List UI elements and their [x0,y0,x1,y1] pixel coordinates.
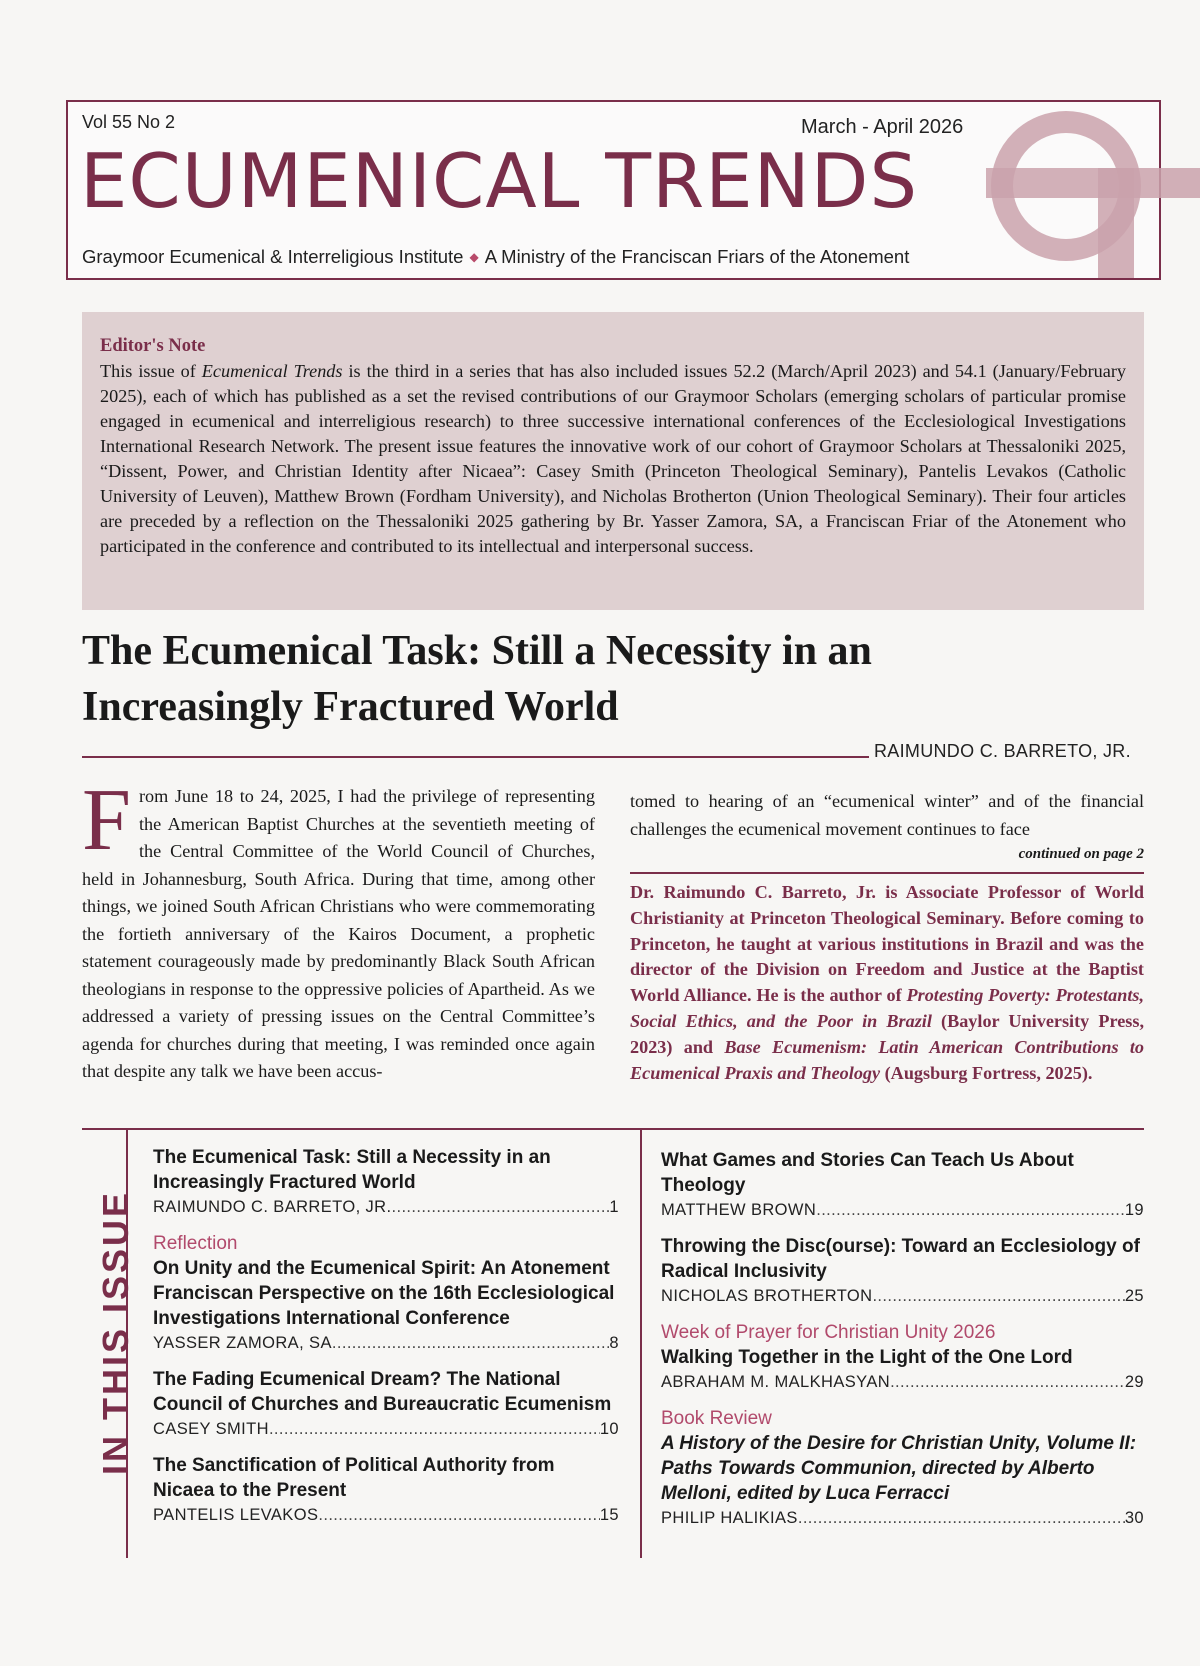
toc-entry [661,1320,1144,1394]
toc-entry [153,1231,619,1355]
toc-entry-author: PHILIP HALIKIAS [661,1509,798,1527]
editors-note-journal-name: Ecumenical Trends [201,361,343,381]
article-title-line-1: The Ecumenical Task: Still a Necessity in an [82,628,872,674]
toc-leader-dots [872,1284,1124,1308]
toc-entry [661,1406,1144,1530]
editors-note-text-1: This issue of [100,361,202,381]
toc-entry-title: Walking Together in the Light of the One Lord [661,1347,1073,1368]
toc-entry-author: YASSER ZAMORA, SA [153,1334,332,1352]
toc-entry-page: 19 [1124,1201,1144,1219]
toc-entry-author-line [661,1506,1144,1530]
toc-leader-dots [318,1503,599,1527]
toc-entry-author-line [661,1284,1144,1308]
drop-cap: F [82,772,131,869]
toc-leader-dots [798,1506,1125,1530]
toc-right-column [661,1148,1144,1542]
toc-entry-author-line [153,1417,619,1441]
toc-entry-title: A History of the Desire for Christian Unity, Volume II: Paths Towards Communion, directed by Alberto Melloni, edited by Luca Ferracci [661,1433,1137,1504]
toc-entry-author-line [661,1198,1144,1222]
toc-section-label: Reflection [153,1233,238,1254]
toc-entry-author-line [661,1370,1144,1394]
toc-column-rule [640,1128,642,1558]
toc-entry-author: NICHOLAS BROTHERTON [661,1287,873,1305]
toc-entry-title: The Sanctification of Political Authority from Nicaea to the Present [153,1455,555,1501]
issue-date: March - April 2026 [801,116,964,138]
toc-leader-dots [269,1417,600,1441]
toc-entry-author: CASEY SMITH [153,1420,269,1438]
atonement-cross-logo-icon [986,104,1200,279]
article-byline: RAIMUNDO C. BARRETO, JR. [874,741,1131,761]
publication-title: ECUMENICAL TRENDS [80,137,919,225]
toc-entry [661,1234,1144,1308]
toc-leader-dots [816,1198,1125,1222]
title-divider [82,756,869,758]
article-title-line-2: Increasingly Fractured World [82,684,619,730]
editors-note-body [100,359,1126,559]
toc-leader-dots [332,1331,610,1355]
editors-note-box [82,312,1144,610]
toc-entry-page: 10 [599,1420,619,1438]
toc-left-column [153,1145,619,1539]
article-column-1 [82,772,595,1086]
toc-entry-author: PANTELIS LEVAKOS [153,1506,319,1524]
diamond-separator-icon: ◆ [469,250,479,264]
toc-entry-page: 25 [1124,1287,1144,1305]
toc-entry-author: RAIMUNDO C. BARRETO, JR. [153,1198,392,1216]
toc-entry-page: 29 [1124,1373,1144,1391]
toc-entry-author-line [153,1331,619,1355]
toc-entry-page: 15 [599,1506,619,1524]
tagline-ministry: A Ministry of the Franciscan Friars of the Atonement [484,246,910,267]
bio-book-1: Protesting Poverty: Protestants, Social Ethics, and the Poor in Brazil [630,985,1144,1031]
toc-entry-author: ABRAHAM M. MALKHASYAN [661,1373,891,1391]
toc-top-rule [82,1128,1144,1130]
toc-entry-author-line [153,1503,619,1527]
toc-entry-author-line [153,1195,619,1219]
article-text-1: rom June 18 to 24, 2025, I had the privilege of representing the American Baptist Churches at the seventieth meeting of the Central Committee of the World Council of Churches, held in Johannesburg, South Africa. During that time, among other things, we joined South African Christians who were commemorating the fortieth anniversary of the Kairos Document, a prophetic statement courageously made by predominantly Black South African theologians in response to the oppressive policies of Apartheid. As we addressed a variety of pressing issues on the Central Committee’s agenda for churches during that meeting, I was reminded once again that despite any talk we have been accus- [82,786,595,1081]
toc-entry-title: The Fading Ecumenical Dream? The National Council of Churches and Bureaucratic Ecumenism [153,1369,612,1415]
toc-entry [153,1145,619,1219]
editors-note-heading: Editor's Note [100,336,206,356]
publication-tagline [82,246,909,268]
toc-entry-page: 30 [1124,1509,1144,1527]
toc-leader-dots [890,1370,1125,1394]
toc-section-label: Week of Prayer for Christian Unity 2026 [661,1322,996,1343]
tagline-institute: Graymoor Ecumenical & Interreligious Institute [82,246,464,267]
toc-entry [153,1453,619,1527]
bio-text-2: (Baylor University Press, 2023) and [630,1010,1144,1057]
volume-number: Vol 55 No 2 [82,112,176,132]
article-column-2: tomed to hearing of an “ecumenical winter” and of the financial challenges the ecumenical movement continues to face [630,791,1144,839]
bio-text-1: Dr. Raimundo C. Barreto, Jr. is Associate Professor of World Christianity at Princeton Theological Seminary. Before coming to Princeton, he taught at various institutions in Brazil and was the director of the Division on Freedom and Justice at the Baptist World Alliance. He is the author of [630,882,1144,1006]
article-title [82,623,1082,735]
toc-entry-page: 8 [609,1334,619,1352]
toc-entry [661,1148,1144,1222]
toc-entry [153,1367,619,1441]
bio-text-3: (Augsburg Fortress, 2025). [880,1062,1093,1083]
toc-entry-title: What Games and Stories Can Teach Us About Theology [661,1150,1074,1196]
editors-note-text-2: is the third in a series that has also included issues 52.2 (March/April 2023) and 54.1 (January/February 2025), each of which has published as a set the revised contributions of our Graymoor Scholars (emerging scholars of particular promise engaged in ecumenical and interreligious research) to three successive international conferences of the Ecclesiological Investigations International Research Network. The present issue features the innovative work of our cohort of Graymoor Scholars at Thessaloniki 2025, “Dissent, Power, and Christian Identity after Nicaea”: Casey Smith (Princeton Theological Seminary), Pantelis Levakos (Catholic University of Leuven), Matthew Brown (Fordham University), and Nicholas Brotherton (Union Theological Seminary). Their four articles are preceded by a reflection on the Thessaloniki 2025 gathering by Br. Yasser Zamora, SA, a Franciscan Friar of the Atonement who participated in the conference and contributed to its intellectual and interpersonal success. [100,361,1126,556]
toc-leader-dots [391,1195,609,1219]
toc-entry-title: Throwing the Disc(ourse): Toward an Ecclesiology of Radical Inclusivity [661,1236,1140,1282]
toc-entry-title: On Unity and the Ecumenical Spirit: An Atonement Franciscan Perspective on the 16th Ecclesiological Investigations International Conference [153,1258,615,1329]
toc-entry-author: MATTHEW BROWN [661,1201,817,1219]
toc-entry-page: 1 [609,1198,619,1216]
author-bio [630,880,1144,1086]
toc-entry-title: The Ecumenical Task: Still a Necessity in an Increasingly Fractured World [153,1147,551,1193]
in-this-issue-label: IN THIS ISSUE [95,1189,136,1475]
masthead [66,100,1161,280]
continued-note: continued on page 2 [1018,846,1144,862]
bio-book-2: Base Ecumenism: Latin American Contributions to Ecumenical Praxis and Theology [630,1036,1144,1083]
toc-section-label: Book Review [661,1408,772,1429]
bio-divider [630,872,1144,874]
